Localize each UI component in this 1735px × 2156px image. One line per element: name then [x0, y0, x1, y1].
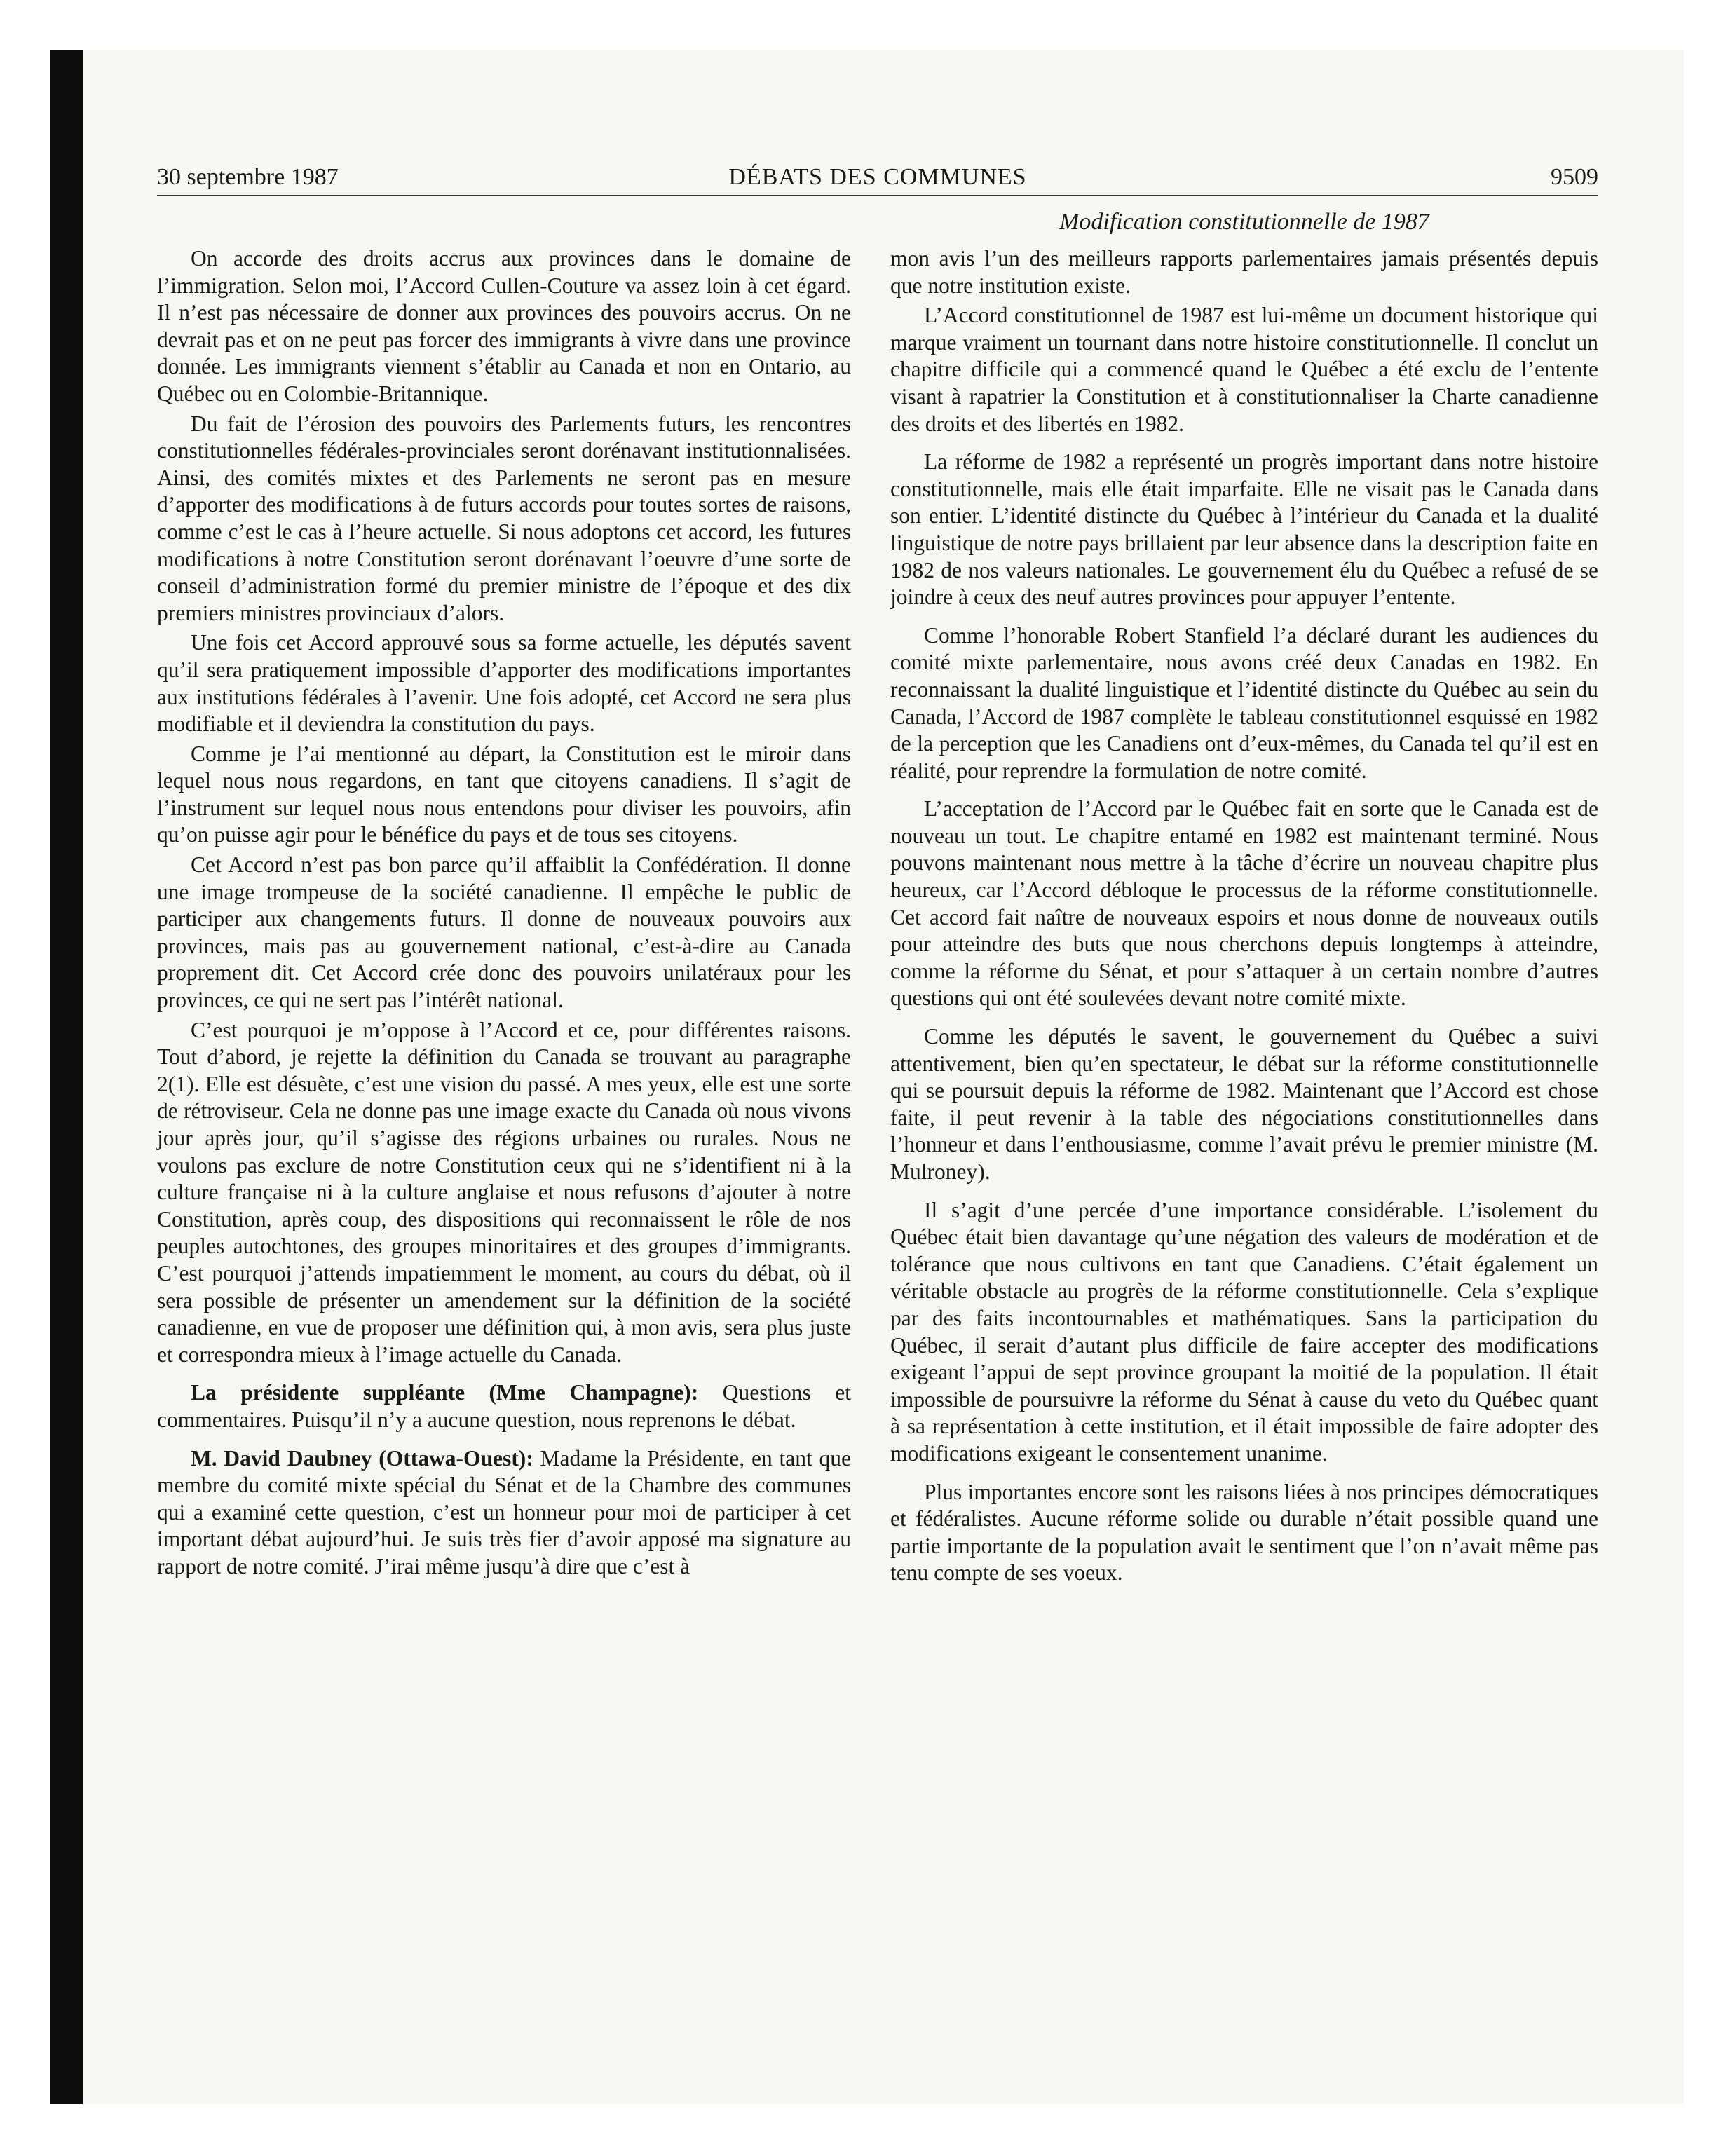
- speaker-name: La présidente suppléante (Mme Champagne):: [191, 1380, 699, 1405]
- paragraph-text: C’est pourquoi je m’oppose à l’Accord et ce, pour différentes raisons. Tout d’abord, je rejette la définition du Canada se trouvant au paragraphe 2(1). Elle est désuète, c’est une vision du passé. A mes yeux, elle est une sorte de rétroviseur. Cela ne donne pas une image exacte du Canada où nous vivons jour après jour, qu’il s’agisse des régions urbaines ou rurales. Nous ne voulons pas exclure de notre Constitution ceux qui ne s’identifient ni à la culture française ni à la culture anglaise et nous refusons d’ajouter à notre Constitution, après coup, des dispositions qui reconnaissent le rôle de nos peuples autochtones, des groupes minoritaires et des groupes d’immigrants. C’est pourquoi j’attends impatiemment le moment, au cours du débat, où il sera possible de présenter un amendement sur la définition de la société canadienne, en vue de proposer une définition qui, à mon avis, sera plus juste et correspondra mieux à l’image actuelle du Canada.: [157, 1017, 851, 1367]
- right-column: [890, 245, 1598, 1590]
- paragraph: [890, 245, 1598, 299]
- paragraph: [890, 622, 1598, 785]
- paragraph: [890, 1479, 1598, 1587]
- paragraph-text: Questions et commentaires. Puisqu’il n’y a aucune question, nous reprenons le débat.: [157, 1380, 851, 1432]
- paragraph-text: Une fois cet Accord approuvé sous sa forme actuelle, les députés savent qu’il sera pratiquement impossible d’apporter des modifications importantes aux institutions fédérales à l’avenir. Une fois adopté, cet Accord ne sera plus modifiable et il deviendra la constitution du pays.: [157, 630, 851, 737]
- paragraph: [157, 741, 851, 849]
- paragraph: [890, 1023, 1598, 1186]
- paragraph-text: L’acceptation de l’Accord par le Québec fait en sorte que le Canada est de nouveau un tout. Le chapitre entamé en 1982 est maintenant terminé. Nous pouvons maintenant nous mettre à la tâche d’écrire un nouveau chapitre plus heureux, car l’Accord débloque le processus de la réforme constitutionnelle. Cet accord fait naître de nouveaux espoirs et nous donne de nouveaux outils pour atteindre des buts que nous cherchons depuis longtemps à atteindre, comme la réforme du Sénat, et pour s’attaquer à un certain nombre d’autres questions qui ont été soulevées devant notre comité mixte.: [890, 796, 1598, 1011]
- paragraph-text: Madame la Présidente, en tant que membre du comité mixte spécial du Sénat et de la Chambre des communes qui a examiné cette question, c’est un honneur pour moi de participer à cet important débat aujourd’hui. Je suis très fier d’avoir apposé ma signature au rapport de notre comité. J’irai même jusqu’à dire que c’est à: [157, 1445, 851, 1578]
- paragraph-text: La réforme de 1982 a représenté un progrès important dans notre histoire constitutionnelle, mais elle était imparfaite. Elle ne visait pas le Canada dans son entier. L’identité distincte du Québec à l’intérieur du Canada et la dualité linguistique de notre pays brillaient par leur absence dans la description faite en 1982 de nos valeurs nationales. Le gouvernement élu du Québec a refusé de se joindre à ceux des neuf autres provinces pour appuyer l’entente.: [890, 449, 1598, 610]
- paragraph-text: Cet Accord n’est pas bon parce qu’il affaiblit la Confédération. Il donne une image trompeuse de la société canadienne. Il empêche le public de participer aux changements futurs. Il donne de nouveaux pouvoirs aux provinces, mais pas au gouvernement national, c’est-à-dire au Canada proprement dit. Cet Accord crée donc des pouvoirs unilatéraux pour les provinces, ce qui ne sert pas l’intérêt national.: [157, 852, 851, 1013]
- paragraph-text: Plus importantes encore sont les raisons liées à nos principes démocratiques et fédéralistes. Aucune réforme solide ou durable n’était possible quand une partie importante de la population avait le sentiment que l’on n’avait même pas tenu compte de ses voeux.: [890, 1479, 1598, 1585]
- paragraph-text: On accorde des droits accrus aux provinces dans le domaine de l’immigration. Selon moi, l’Accord Cullen-Couture va assez loin à cet égard. Il n’est pas nécessaire de donner aux provinces des pouvoirs accrus. On ne devrait pas et on ne peut pas forcer des immigrants à vivre dans une province donnée. Les immigrants viennent s’établir au Canada et non en Ontario, au Québec ou en Colombie-Britannique.: [157, 246, 851, 406]
- paragraph: [890, 1197, 1598, 1468]
- paragraph-text: Il s’agit d’une percée d’une importance considérable. L’isolement du Québec était bien davantage qu’une négation des valeurs de modération et de tolérance que nous cultivons en tant que Canadiens. C’était également un véritable obstacle au progrès de la réforme constitutionnelle. Cela s’explique par des faits incontournables et mathématiques. Sans la participation du Québec, il serait d’autant plus difficile de faire accepter des modifications exigeant l’appui de sept province groupant la moitié de la population. Il était impossible de poursuivre la réforme du Sénat à cause du veto du Québec quant à sa représentation à cette institution, et il était impossible de faire adopter des modifications exigeant le consentement unanime.: [890, 1197, 1598, 1466]
- paragraph-text: Comme je l’ai mentionné au départ, la Constitution est le miroir dans lequel nous nous regardons, en tant que citoyens canadiens. Il s’agit de l’instrument sur lequel nous nous entendons pour diviser les pouvoirs, afin qu’on puisse agir pour le bénéfice du pays et de tous ses citoyens.: [157, 741, 851, 847]
- paragraph: [157, 1379, 851, 1433]
- paragraph-text: L’Accord constitutionnel de 1987 est lui-même un document historique qui marque vraiment un tournant dans notre histoire constitutionnelle. Il conclut un chapitre difficile qui a commencé quand le Québec a été exclu de l’entente visant à rapatrier la Constitution et à constitutionnaliser la Charte canadienne des droits et des libertés en 1982.: [890, 303, 1598, 436]
- paragraph: [157, 245, 851, 408]
- paragraph-text: Comme les députés le savent, le gouvernement du Québec a suivi attentivement, bien qu’en spectateur, le débat sur la réforme constitutionnelle qui se poursuit depuis la réforme de 1982. Maintenant que l’Accord est chose faite, il peut revenir à la table des négociations constitutionnelles dans l’honneur et dans l’enthousiasme, comme l’avait prévu le premier ministre (M. Mulroney).: [890, 1024, 1598, 1184]
- paragraph: [890, 449, 1598, 611]
- left-column: [157, 245, 851, 1583]
- running-header: [157, 160, 1598, 196]
- paragraph: [890, 796, 1598, 1012]
- binding-edge: [50, 50, 83, 2104]
- paragraph: [157, 1017, 851, 1369]
- paragraph-text: mon avis l’un des meilleurs rapports parlementaires jamais présentés depuis que notre institution existe.: [890, 246, 1598, 298]
- speaker-name: M. David Daubney (Ottawa-Ouest):: [191, 1445, 533, 1471]
- paragraph: [157, 852, 851, 1014]
- paragraph-text: Comme l’honorable Robert Stanfield l’a déclaré durant les audiences du comité mixte parlementaire, nous avons créé deux Canadas en 1982. En reconnaissant la dualité linguistique et l’identité distincte du Québec au sein du Canada, l’Accord de 1987 complète le tableau constitutionnel esquissé en 1982 de la perception que les Canadiens ont d’eux-mêmes, du Canada tel qu’il est en réalité, pour reprendre la formulation de notre comité.: [890, 622, 1598, 783]
- paragraph: [890, 302, 1598, 437]
- section-subtitle: Modification constitutionnelle de 1987: [1059, 209, 1429, 235]
- header-date: 30 septembre 1987: [157, 164, 339, 190]
- page-number: 9509: [1551, 164, 1598, 190]
- header-title: DÉBATS DES COMMUNES: [728, 164, 1027, 190]
- paragraph: [157, 1445, 851, 1581]
- paragraph: [157, 411, 851, 627]
- paragraph-text: Du fait de l’érosion des pouvoirs des Parlements futurs, les rencontres constitutionnelles fédérales-provinciales seront dorénavant institutionnalisées. Ainsi, des comités mixtes et des Parlements ne seront pas en mesure d’apporter des modifications à de futurs accords pour toutes sortes de raisons, comme c’est le cas à l’heure actuelle. Si nous adoptons cet accord, les futures modifications à notre Constitution seront dorénavant l’oeuvre d’une sorte de conseil d’administration formé du premier ministre de l’époque et des dix premiers ministres provinciaux d’alors.: [157, 411, 851, 625]
- paragraph: [157, 629, 851, 737]
